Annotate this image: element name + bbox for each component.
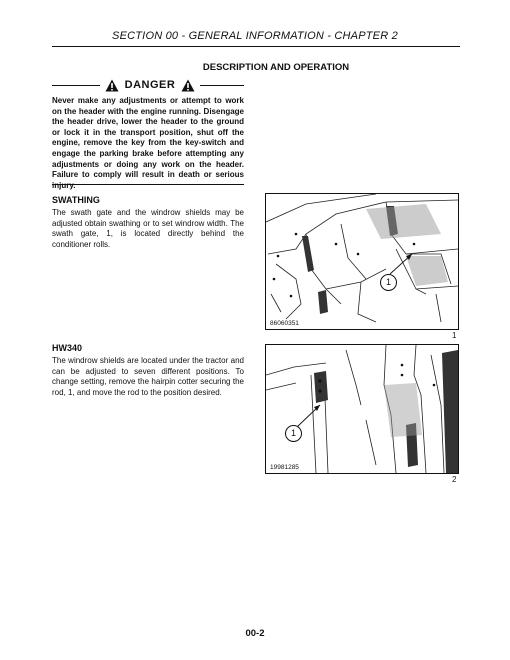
warning-triangle-icon: [181, 79, 195, 92]
danger-title-group: [104, 77, 196, 93]
hw340-heading: HW340: [52, 343, 83, 353]
warning-triangle-icon: [105, 79, 119, 92]
figure-2-windrow-rod: [265, 344, 459, 474]
hw340-text: The windrow shields are located under the tractor and can be adjusted to seven different positions. To change setting, remove the hairpin cotter securing the rod, 1, and move the rod to the position desired.: [52, 356, 244, 397]
windrow-rod-illustration: [266, 345, 458, 473]
figure-1-number: 1: [452, 331, 457, 340]
swath-gate-illustration: [266, 194, 458, 329]
figure-1-swath-gate: [265, 193, 459, 330]
figure-2-callout: 1: [285, 425, 302, 442]
figure-1-code: 86060351: [270, 320, 299, 327]
danger-banner: [52, 77, 244, 93]
danger-rule-left: [52, 85, 100, 86]
header-rule: [52, 46, 460, 47]
danger-label: DANGER: [124, 79, 176, 91]
swathing-heading: SWATHING: [52, 195, 100, 205]
figure-2-code: 19981285: [270, 464, 299, 471]
swathing-text: The swath gate and the windrow shields may be adjusted obtain swathing or to set windrow width. The swath gate, 1, is located directly behind the conditioner rolls.: [52, 208, 244, 249]
danger-rule-right: [200, 85, 244, 86]
page-number: 00-2: [245, 628, 265, 639]
danger-text: Never make any adjustments or attempt to work on the header with the engine running. Disengage the header drive, lower the header to the ground or lock it in the transport position, shut off the engine, remove the key from the key-switch and engage the parking brake before attempting any adjustments or doing any work on the header. Failure to comply will result in death or serious injury.: [52, 96, 244, 190]
section-title: DESCRIPTION AND OPERATION: [202, 62, 350, 73]
danger-bottom-rule: [52, 184, 244, 185]
figure-2-number: 2: [452, 475, 457, 484]
page-header-title: SECTION 00 - GENERAL INFORMATION - CHAPTER 2: [112, 30, 398, 42]
figure-1-callout: 1: [380, 274, 397, 291]
